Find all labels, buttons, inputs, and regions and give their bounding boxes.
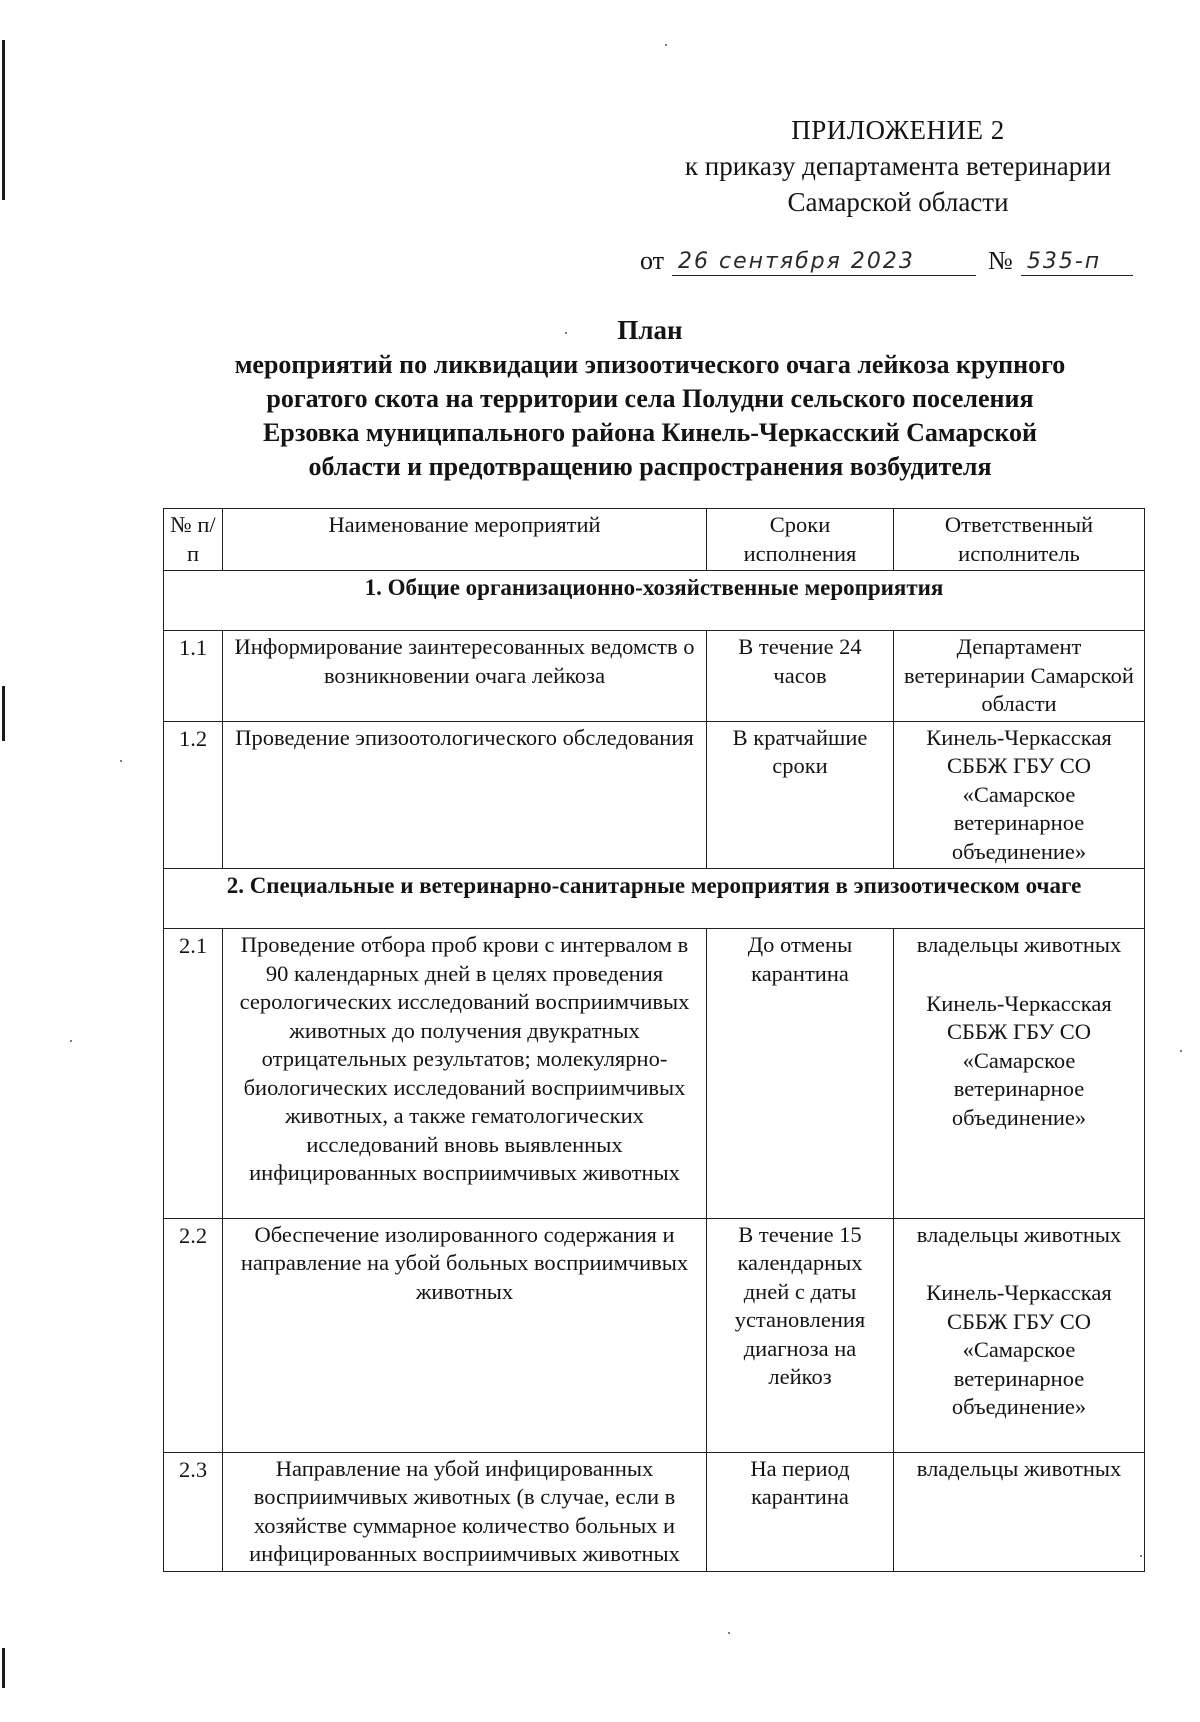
plan-subtitle-line: области и предотвращению распространения возбудителя (308, 452, 992, 481)
number-label: № (988, 246, 1013, 275)
table-row (164, 721, 1145, 869)
row-activity: Обеспечение изолированного содержания и направление на убой больных восприимчивых животных (223, 1218, 707, 1452)
row-responsible: Кинель-Черкасская СББЖ ГБУ СО «Самарское ветеринарное объединение» (926, 1280, 1112, 1419)
row-responsible: Департамент ветеринарии Самарской области (894, 631, 1145, 722)
annex-region-line: Самарской области (787, 187, 1009, 217)
table-header-row (164, 509, 1145, 571)
scan-edge-mark-bottom (2, 1648, 5, 1688)
row-responsible: Кинель-Черкасская СББЖ ГБУ СО «Самарское ветеринарное объединение» (926, 990, 1112, 1130)
annex-header (668, 112, 1128, 220)
scan-speck (728, 1632, 730, 1634)
row-deadline: На период карантина (707, 1452, 894, 1571)
plan-subtitle-line: Ерзовка муниципального района Кинель-Черкасский Самарской (262, 418, 1038, 447)
scan-speck (70, 1040, 72, 1042)
row-responsible-cell (894, 1218, 1145, 1452)
row-activity: Проведение эпизоотологического обследования (223, 721, 707, 869)
plan-title-block (150, 312, 1150, 484)
row-deadline: В течение 24 часов (707, 631, 894, 722)
table-row (164, 1218, 1145, 1452)
row-number: 2.3 (164, 1452, 223, 1571)
annex-title: ПРИЛОЖЕНИЕ 2 (791, 115, 1005, 145)
plan-table (163, 508, 1145, 1572)
section-1-title: 1. Общие организационно-хозяйственные мероприятия (164, 571, 1145, 631)
row-activity: Направление на убой инфицированных восприимчивых животных (в случае, если в хозяйстве суммарное количество больных и инфицированных восприимчивых животных (223, 1452, 707, 1571)
handwritten-order-date: 26 сентября 2023 (672, 249, 976, 276)
table-row (164, 929, 1145, 1219)
row-number: 1.2 (164, 721, 223, 869)
scan-edge-mark-top (2, 40, 5, 200)
row-responsible: владельцы животных (894, 1452, 1145, 1571)
row-responsible: владельцы животных (916, 1221, 1122, 1247)
handwritten-order-number: 535-п (1021, 249, 1133, 276)
plan-subtitle-line: рогатого скота на территории села Полудни сельского поселения (266, 384, 1034, 413)
scan-edge-mark-middle (2, 686, 5, 741)
from-label: от (640, 246, 665, 275)
table-row (164, 631, 1145, 722)
header-responsible: Ответственный исполнитель (894, 509, 1145, 571)
row-activity: Информирование заинтересованных ведомств о возникновении очага лейкоза (223, 631, 707, 722)
scan-speck (1180, 1050, 1182, 1052)
section-row (164, 869, 1145, 929)
row-number: 2.1 (164, 929, 223, 1219)
order-date-line (640, 246, 1133, 276)
annex-order-line: к приказу департамента ветеринарии (684, 151, 1112, 181)
row-deadline: До отмены карантина (707, 929, 894, 1219)
plan-title: План (617, 315, 683, 345)
section-2-title: 2. Специальные и ветеринарно-санитарные мероприятия в эпизоотическом очаге (164, 869, 1145, 929)
row-responsible: владельцы животных (916, 932, 1122, 957)
scan-speck (665, 44, 667, 46)
section-row (164, 571, 1145, 631)
row-number: 1.1 (164, 631, 223, 722)
row-activity: Проведение отбора проб крови с интервалом в 90 календарных дней в целях проведения серологических исследований восприимчивых животных до получения двукратных отрицательных результатов; молекулярно-биологических исследований восприимчивых животных, а также гематологических исследований вновь выявленных инфицированных восприимчивых животных (223, 929, 707, 1219)
row-responsible-cell (894, 929, 1145, 1219)
plan-subtitle-line: мероприятий по ликвидации эпизоотического очага лейкоза крупного (234, 350, 1066, 379)
header-deadline: Сроки исполнения (707, 509, 894, 571)
row-deadline: В кратчайшие сроки (707, 721, 894, 869)
row-deadline: В течение 15 календарных дней с даты установления диагноза на лейкоз (707, 1218, 894, 1452)
header-number: № п/п (164, 509, 223, 571)
header-activity: Наименование мероприятий (223, 509, 707, 571)
table-row (164, 1452, 1145, 1571)
scan-speck (120, 760, 122, 762)
row-responsible: Кинель-Черкасская СББЖ ГБУ СО «Самарское ветеринарное объединение» (894, 721, 1145, 869)
row-number: 2.2 (164, 1218, 223, 1452)
